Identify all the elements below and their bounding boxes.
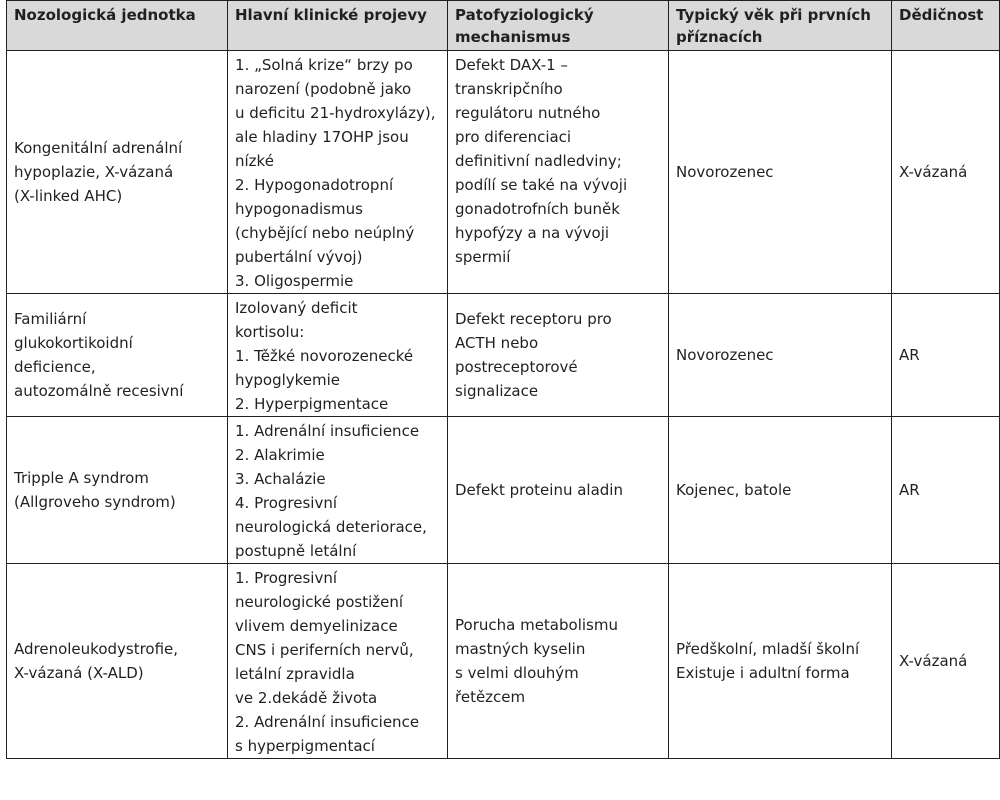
cell-line: Hlavní klinické projevy (235, 6, 427, 24)
cell-line: nízké (235, 152, 274, 170)
cell-line: letální zpravidla (235, 665, 355, 683)
cell-line: postreceptorové (455, 358, 578, 376)
cell-line: spermií (455, 248, 511, 266)
cell-line: hypogonadismus (235, 200, 363, 218)
cell-line: 4. Progresivní (235, 494, 337, 512)
cell-line: glukokortikoidní (14, 334, 133, 352)
cell-line: Adrenoleukodystrofie, (14, 640, 179, 658)
cell-line: AR (899, 481, 920, 499)
cell-line: neurologická deteriorace, (235, 518, 427, 536)
cell-symptoms (228, 294, 448, 417)
cell-line: signalizace (455, 382, 539, 400)
cell-mechanism (448, 294, 669, 417)
cell-line: definitivní nadledviny; (455, 152, 622, 170)
cell-line: 1. Adrenální insuficience (235, 422, 420, 440)
table-row (7, 564, 1000, 759)
cell-line: mechanismus (455, 28, 571, 46)
cell-line: Defekt receptoru pro (455, 310, 612, 328)
cell-symptoms (228, 417, 448, 564)
cell-line: hypofýzy a na vývoji (455, 224, 610, 242)
cell-line: ve 2.dekádě života (235, 689, 378, 707)
table-row (7, 51, 1000, 294)
cell-entity (7, 564, 228, 759)
cell-line: CNS i periferních nervů, (235, 641, 414, 659)
cell-line: 1. Progresivní (235, 569, 337, 587)
cell-line: hypoplazie, X-vázaná (14, 163, 174, 181)
cell-line: AR (899, 346, 920, 364)
cell-line: 1. Těžké novorozenecké (235, 347, 414, 365)
cell-line: transkripčního (455, 80, 563, 98)
cell-line: podílí se také na vývoji (455, 176, 628, 194)
cell-line: u deficitu 21-hydroxylázy), (235, 104, 436, 122)
cell-inheritance (892, 294, 1000, 417)
cell-line: 2. Hyperpigmentace (235, 395, 389, 413)
cell-line: Kojenec, batole (676, 481, 792, 499)
cell-entity (7, 417, 228, 564)
cell-line: Kongenitální adrenální (14, 139, 183, 157)
header-cell-age (669, 1, 892, 51)
cell-line: Porucha metabolismu (455, 616, 618, 634)
cell-line: ale hladiny 17OHP jsou (235, 128, 409, 146)
cell-line: 2. Adrenální insuficience (235, 713, 420, 731)
cell-age (669, 417, 892, 564)
cell-line: Familiární (14, 310, 87, 328)
cell-line: Tripple A syndrom (14, 469, 149, 487)
cell-symptoms (228, 51, 448, 294)
cell-line: Předškolní, mladší školní (676, 640, 860, 658)
cell-line: příznacích (676, 28, 763, 46)
cell-line: 2. Hypogonadotropní (235, 176, 394, 194)
cell-line: narození (podobně jako (235, 80, 412, 98)
cell-line: Izolovaný deficit (235, 299, 358, 317)
cell-line: Defekt proteinu aladin (455, 481, 623, 499)
cell-line: 3. Oligospermie (235, 272, 354, 290)
header-row (7, 1, 1000, 51)
cell-inheritance (892, 564, 1000, 759)
cell-line: ACTH nebo (455, 334, 539, 352)
cell-line: s hyperpigmentací (235, 737, 375, 755)
cell-line: neurologické postižení (235, 593, 404, 611)
cell-line: hypoglykemie (235, 371, 341, 389)
cell-line: Defekt DAX-1 – (455, 56, 568, 74)
cell-line: deficience, (14, 358, 96, 376)
cell-entity (7, 51, 228, 294)
cell-line: Novorozenec (676, 346, 774, 364)
cell-line: Patofyziologický (455, 6, 594, 24)
cell-line: X-vázaná (X-ALD) (14, 664, 144, 682)
table-row (7, 294, 1000, 417)
cell-line: 1. „Solná krize“ brzy po (235, 56, 413, 74)
cell-line: Existuje i adultní forma (676, 664, 850, 682)
table-row (7, 417, 1000, 564)
cell-line: Novorozenec (676, 163, 774, 181)
cell-inheritance (892, 417, 1000, 564)
cell-line: s velmi dlouhým (455, 664, 579, 682)
cell-mechanism (448, 51, 669, 294)
cell-line: řetězcem (455, 688, 526, 706)
cell-age (669, 51, 892, 294)
cell-entity (7, 294, 228, 417)
cell-line: Typický věk při prvních (676, 6, 871, 24)
cell-line: 3. Achalázie (235, 470, 326, 488)
cell-line: Dědičnost (899, 6, 984, 24)
cell-line: (X-linked AHC) (14, 187, 123, 205)
cell-line: (Allgroveho syndrom) (14, 493, 176, 511)
cell-line: Nozologická jednotka (14, 6, 196, 24)
header-cell-inheritance (892, 1, 1000, 51)
cell-line: autozomálně recesivní (14, 382, 184, 400)
cell-line: pro diferenciaci (455, 128, 572, 146)
header-cell-symptoms (228, 1, 448, 51)
table-body (7, 51, 1000, 759)
cell-age (669, 564, 892, 759)
cell-line: X-vázaná (899, 652, 968, 670)
cell-line: kortisolu: (235, 323, 305, 341)
cell-mechanism (448, 417, 669, 564)
cell-line: 2. Alakrimie (235, 446, 325, 464)
cell-line: postupně letální (235, 542, 357, 560)
cell-line: gonadotrofních buněk (455, 200, 620, 218)
table-header (7, 1, 1000, 51)
cell-age (669, 294, 892, 417)
cell-line: (chybějící nebo neúplný (235, 224, 415, 242)
header-cell-mechanism (448, 1, 669, 51)
cell-line: mastných kyselin (455, 640, 586, 658)
data-table (6, 0, 1000, 759)
header-cell-entity (7, 1, 228, 51)
cell-line: vlivem demyelinizace (235, 617, 398, 635)
cell-line: X-vázaná (899, 163, 968, 181)
cell-symptoms (228, 564, 448, 759)
cell-inheritance (892, 51, 1000, 294)
cell-mechanism (448, 564, 669, 759)
cell-line: regulátoru nutného (455, 104, 601, 122)
cell-line: pubertální vývoj) (235, 248, 363, 266)
